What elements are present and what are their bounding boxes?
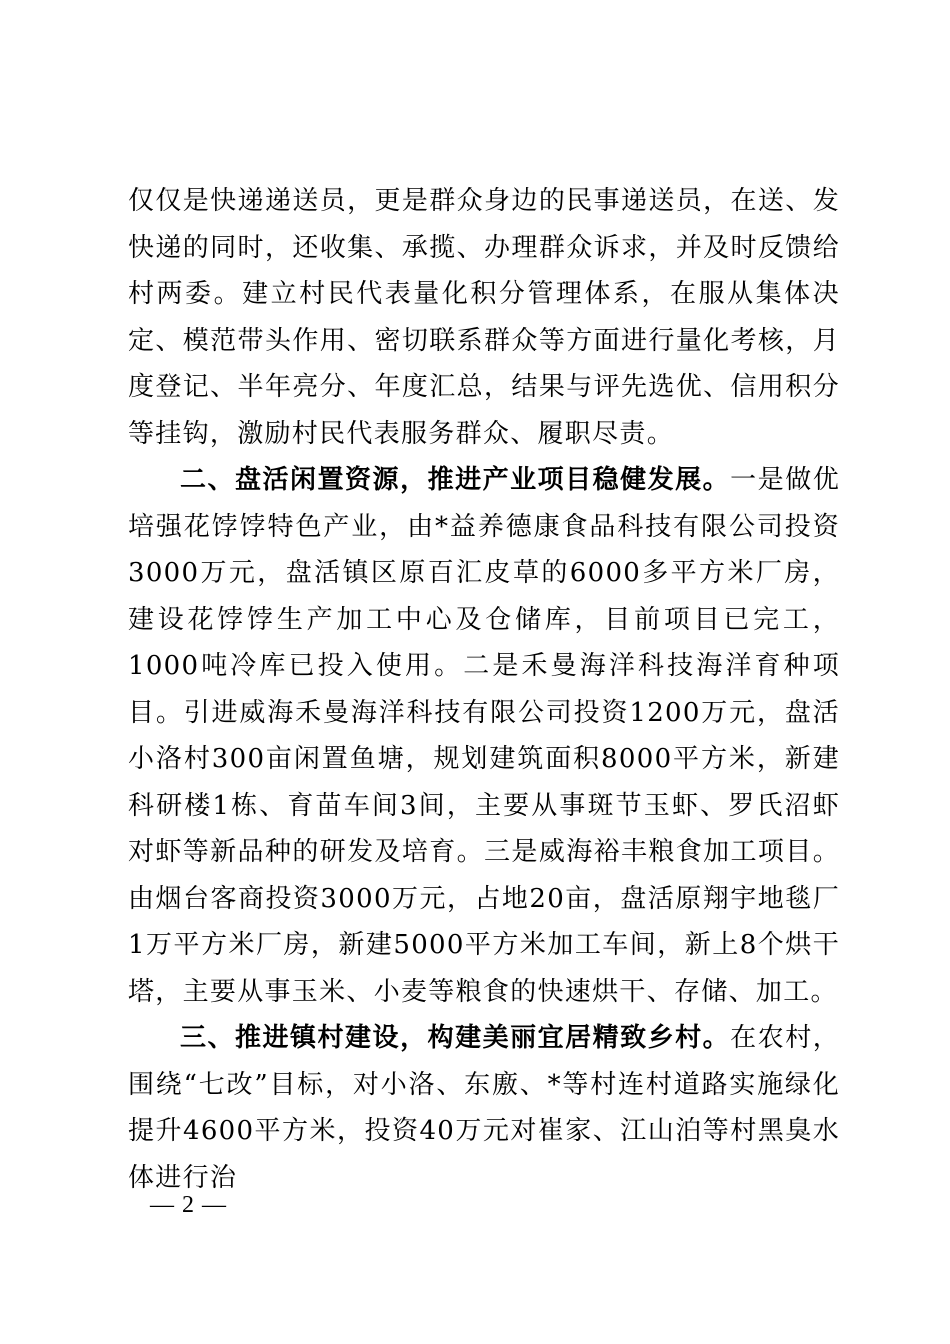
paragraph-text: 仅仅是快递递送员，更是群众身边的民事递送员，在送、发快递的同时，还收集、承揽、办理群众诉求，并及时反馈给村两委。建立村民代表量化积分管理体系，在服从集体决定、模范带头作用、密切联系群众等方面进行量化考核，月度登记、半年亮分、年度汇总，结果与评先选优、信用积分等挂钩，激励村民代表服务群众、履职尽责。	[128, 186, 840, 449]
section-heading-three: 三、推进镇村建设，构建美丽宜居精致乡村。	[180, 1023, 731, 1053]
paragraph-continuation	[128, 178, 840, 457]
section-heading-two: 二、盘活闲置资源，推进产业项目稳健发展。	[180, 465, 731, 495]
paragraph-section-two	[128, 457, 840, 1015]
page-number: — 2 —	[150, 1192, 227, 1218]
paragraph-text: 一是做优培强花饽饽特色产业，由*益养德康食品科技有限公司投资3000万元，盘活镇区原百汇皮草的6000多平方米厂房，建设花饽饽生产加工中心及仓储库，目前项目已完工，1000吨冷库已投入使用。二是禾曼海洋科技海洋育种项目。引进威海禾曼海洋科技有限公司投资1200万元，盘活小洛村300亩闲置鱼塘，规划建筑面积8000平方米，新建科研楼1栋、育苗车间3间，主要从事斑节玉虾、罗氏沼虾对虾等新品种的研发及培育。三是威海裕丰粮食加工项目。由烟台客商投资3000万元，占地20亩，盘活原翔宇地毯厂1万平方米厂房，新建5000平方米加工车间，新上8个烘干塔，主要从事玉米、小麦等粮食的快速烘干、存储、加工。	[128, 465, 840, 1007]
paragraph-section-three	[128, 1015, 840, 1201]
body-text	[128, 178, 840, 1201]
paragraph-text: 在农村，围绕“七改”目标，对小洛、东廒、*等村连村道路实施绿化提升4600平方米，投资40万元对崔家、江山泊等村黑臭水体进行治	[128, 1023, 840, 1193]
